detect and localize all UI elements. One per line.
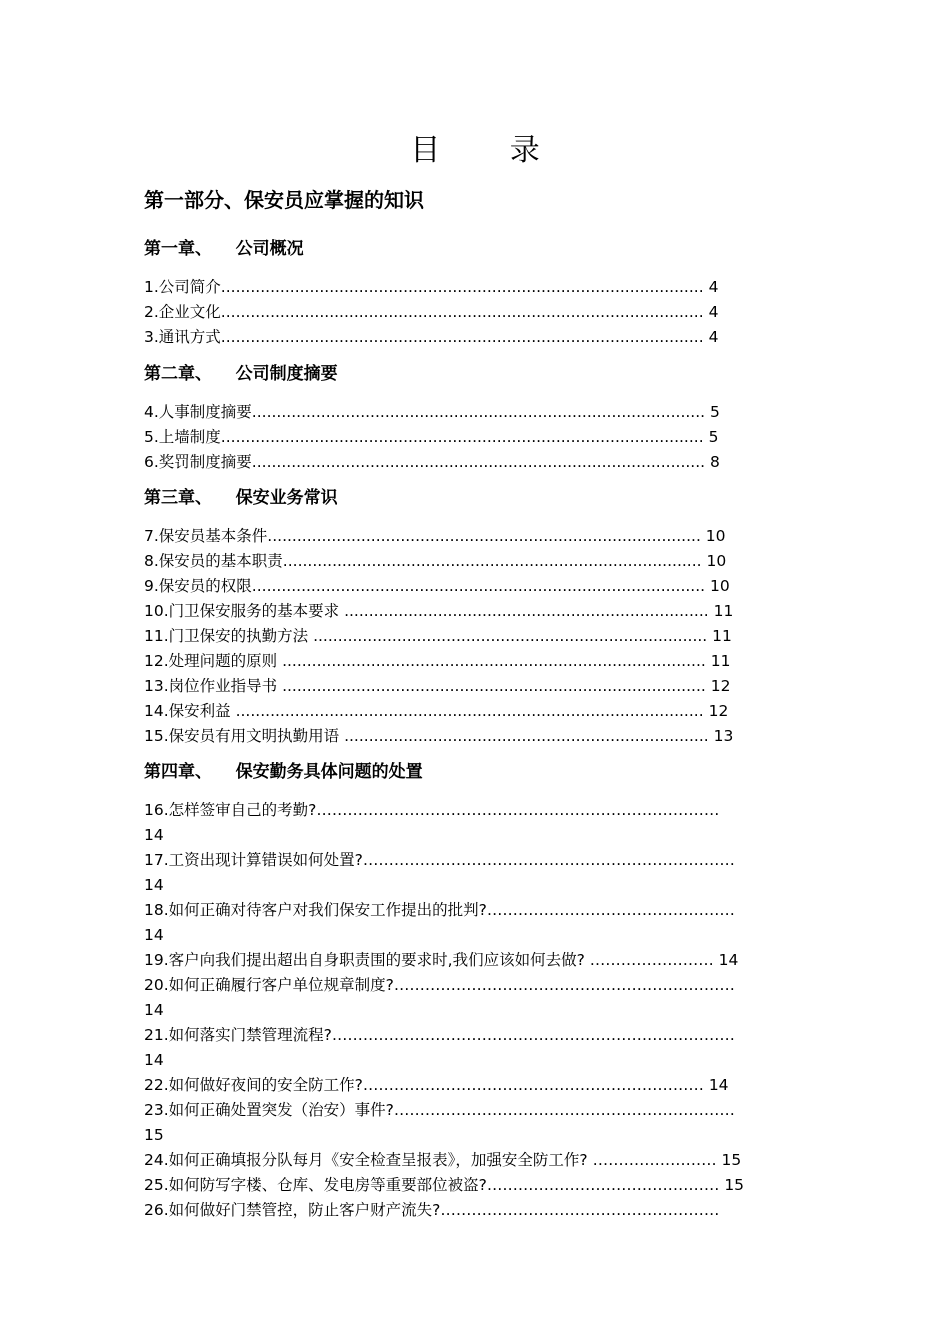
toc-entry[interactable]: 24.如何正确填报分队每月《安全检查呈报表》，加强安全防工作? …………………… 15 bbox=[144, 1151, 742, 1169]
toc-entry[interactable]: 15.保安员有用文明执勤用语 .......................................................................... 13 bbox=[144, 727, 734, 745]
part-heading: 第一部分、保安员应掌握的知识 bbox=[144, 188, 424, 212]
chapter-heading: 第一章、 公司概况 bbox=[144, 239, 304, 259]
chapter-heading: 第四章、 保安勤务具体问题的处置 bbox=[144, 762, 423, 782]
chapter-heading: 第三章、 保安业务常识 bbox=[144, 488, 338, 508]
toc-entry[interactable]: 14.保安利益 ............................................................................................... 12 bbox=[144, 702, 729, 720]
toc-entry[interactable]: 18.如何正确对待客户对我们保安工作提出的批判?………………………………………… bbox=[144, 901, 735, 919]
toc-entry[interactable]: 11.门卫保安的执勤方法 ................................................................................ 11 bbox=[144, 627, 732, 645]
chapter-heading: 第二章、 公司制度摘要 bbox=[144, 364, 338, 384]
toc-entry[interactable]: 2.企业文化.................................................................................................. 4 bbox=[144, 303, 719, 321]
toc-entry[interactable]: 20.如何正确履行客户单位规章制度?………………………………………………………… bbox=[144, 976, 735, 994]
toc-entry[interactable]: 26.如何做好门禁管控，防止客户财产流失?……………………………………………… bbox=[144, 1201, 720, 1219]
toc-entry[interactable]: 13.岗位作业指导书 ...................................................................................... 12 bbox=[144, 677, 731, 695]
toc-entry-page: 14 bbox=[144, 1051, 164, 1069]
toc-entry[interactable]: 9.保安员的权限............................................................................................ 10 bbox=[144, 577, 730, 595]
toc-entry[interactable]: 4.人事制度摘要............................................................................................ 5 bbox=[144, 403, 720, 421]
toc-entry-page: 15 bbox=[144, 1126, 164, 1144]
toc-entry-page: 14 bbox=[144, 826, 164, 844]
toc-entry[interactable]: 23.如何正确处置突发（治安）事件?………………………………………………………… bbox=[144, 1101, 735, 1119]
toc-entry[interactable]: 5.上墙制度.................................................................................................. 5 bbox=[144, 428, 719, 446]
toc-entry[interactable]: 12.处理问题的原则 ...................................................................................... 11 bbox=[144, 652, 731, 670]
toc-entry[interactable]: 16.怎样签审自己的考勤?…………………………………………………………………… bbox=[144, 801, 720, 819]
toc-entry[interactable]: 8.保安员的基本职责..................................................................................... 10 bbox=[144, 552, 727, 570]
toc-entry-page: 14 bbox=[144, 926, 164, 944]
toc-entry[interactable]: 7.保安员基本条件........................................................................................ 10 bbox=[144, 527, 726, 545]
toc-entry[interactable]: 17.工资出现计算错误如何处置?……………………………………………………………… bbox=[144, 851, 735, 869]
toc-entry-page: 14 bbox=[144, 1001, 164, 1019]
toc-entry[interactable]: 3.通讯方式.................................................................................................. 4 bbox=[144, 328, 719, 346]
toc-entry[interactable]: 19.客户向我们提出超出自身职责围的要求时,我们应该如何去做? …………………… 14 bbox=[144, 951, 739, 969]
toc-entry[interactable]: 6.奖罚制度摘要............................................................................................ 8 bbox=[144, 453, 720, 471]
toc-entry[interactable]: 1.公司简介.................................................................................................. 4 bbox=[144, 278, 719, 296]
toc-entry[interactable]: 21.如何落实门禁管理流程?…………………………………………………………………… bbox=[144, 1026, 735, 1044]
toc-entry[interactable]: 10.门卫保安服务的基本要求 .......................................................................... 11 bbox=[144, 602, 734, 620]
toc-entry[interactable]: 22.如何做好夜间的安全防工作?………………………………………………………… 14 bbox=[144, 1076, 729, 1094]
toc-entry-page: 14 bbox=[144, 876, 164, 894]
toc-title: 目 录 bbox=[410, 133, 570, 168]
toc-entry[interactable]: 25.如何防写字楼、仓库、发电房等重要部位被盗?……………………………………… 15 bbox=[144, 1176, 745, 1194]
